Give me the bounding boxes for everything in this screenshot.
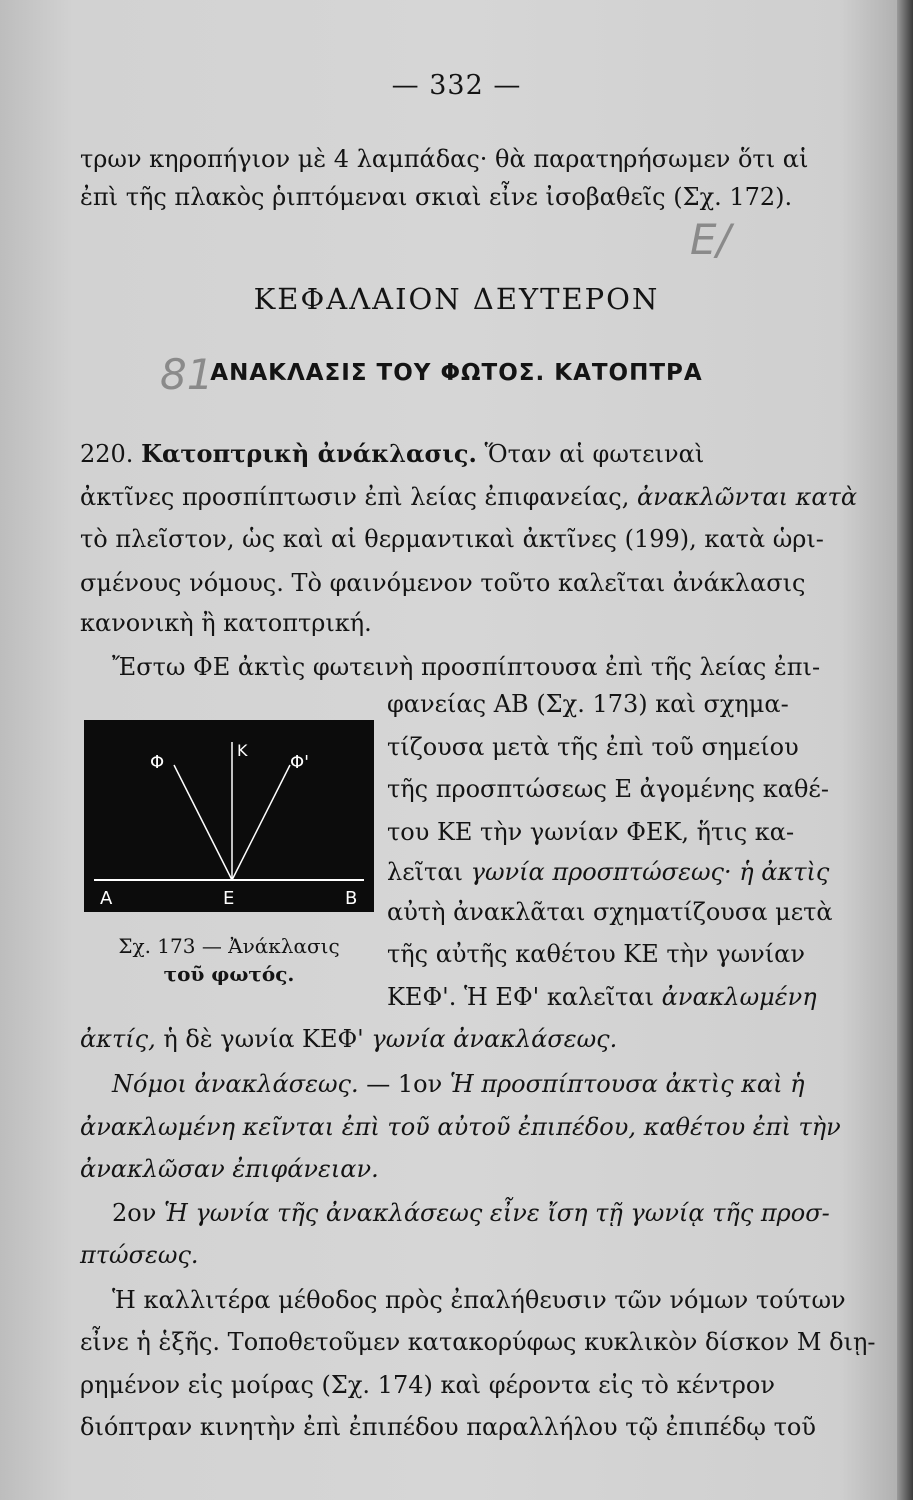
right-line-7: τῆς αὐτῆς καθέτου ΚΕ τὴν γωνίαν <box>387 940 805 968</box>
after-figure-b: ἡ δὲ γωνία ΚΕΦ' <box>163 1025 364 1053</box>
right-line-6: αὐτὴ ἀνακλᾶται σχηματίζουσα μετὰ <box>387 898 833 926</box>
right-line-5a: λεῖται <box>387 858 463 886</box>
para220-line-2a: ἀκτῖνες προσπίπτωσιν ἐπὶ λείας ἐπιφανείας, <box>80 483 630 511</box>
laws-title: Νόμοι ἀνακλάσεως. <box>112 1070 359 1098</box>
para220-line-1 <box>80 437 850 471</box>
label-a: Α <box>100 888 113 909</box>
label-k: Κ <box>237 741 248 760</box>
intro-line-2: ἐπὶ τῆς πλακὸς ῥιπτόμεναι σκιαὶ εἶνε ἰσοβαθεῖς (Σχ. 172). <box>80 183 793 211</box>
law-2-number: 2ον <box>112 1199 157 1227</box>
right-line-3: τῆς προσπτώσεως Ε ἀγομένης καθέ- <box>387 775 829 803</box>
label-phi: Φ <box>150 752 165 773</box>
law-2-text: Ἡ γωνία τῆς ἀνακλάσεως εἶνε ἴση τῇ γωνίᾳ τῆς προσ- <box>163 1199 830 1227</box>
para-number: 220. <box>80 440 134 468</box>
figure-173 <box>84 720 374 912</box>
incident-ray-fe <box>174 765 232 880</box>
law-1-text-a: Ἡ προσπίπτουσα ἀκτὶς καὶ ἡ <box>449 1070 805 1098</box>
right-line-5b: γωνία προσπτώσεως· <box>470 858 732 886</box>
right-line-4: του ΚΕ τὴν γωνίαν ΦΕΚ, ἥτις κα- <box>387 818 795 846</box>
pencil-mark-left: 81 <box>160 350 214 399</box>
right-line-5 <box>387 855 850 889</box>
laws-line-4 <box>112 1196 852 1230</box>
law-1-number: — 1ον <box>366 1070 443 1098</box>
after-figure-line <box>80 1022 850 1056</box>
page-edge-shadow <box>897 0 913 1500</box>
reflected-ray-ef <box>232 765 290 880</box>
reflection-diagram <box>84 720 374 912</box>
page-number: — 332 — <box>391 70 522 101</box>
right-line-5c: ἡ ἀκτὶς <box>739 858 830 886</box>
para220-line-5: κανονικὴ ἢ κατοπτρική. <box>80 609 372 637</box>
para220-line-4: σμένους νόμους. Τὸ φαινόμενον τοῦτο καλεῖται ἀνάκλασις <box>80 569 806 597</box>
section-title: ΑΝΑΚΛΑΣΙΣ ΤΟΥ ΦΩΤΟΣ. ΚΑΤΟΠΤΡΑ <box>210 360 703 386</box>
right-line-8 <box>387 980 850 1014</box>
para220-line-2b: ἀνακλῶνται κατὰ <box>636 483 858 511</box>
caption-line-2: τοῦ φωτός. <box>163 962 295 986</box>
para-esto-line-1: Ἔστω ΦΕ ἀκτὶς φωτεινὴ προσπίπτουσα ἐπὶ τῆς λείας ἐπι- <box>112 653 821 681</box>
final-line-3: ρημένον εἰς μοίρας (Σχ. 174) καὶ φέροντα εἰς τὸ κέντρον <box>80 1371 775 1399</box>
para220-line-2 <box>80 480 858 514</box>
laws-line-3: ἀνακλῶσαν ἐπιφάνειαν. <box>80 1155 379 1183</box>
label-phi-prime: Φ' <box>290 752 310 773</box>
intro-line-1: τρων κηροπήγιον μὲ 4 λαμπάδας· θὰ παρατηρήσωμεν ὅτι αἱ <box>80 145 809 173</box>
right-line-2: τίζουσα μετὰ τῆς ἐπὶ τοῦ σημείου <box>387 733 799 761</box>
label-e: Ε <box>223 888 235 909</box>
right-line-8b: ἀνακλωμένη <box>661 983 817 1011</box>
label-b: Β <box>345 888 358 909</box>
para220-line-3: τὸ πλεῖστον, ὡς καὶ αἱ θερμαντικαὶ ἀκτῖνες (199), κατὰ ὡρι- <box>80 525 824 553</box>
right-line-8a: ΚΕΦ'. Ἡ ΕΦ' καλεῖται <box>387 983 654 1011</box>
chapter-title: ΚΕΦΑΛΑΙΟΝ ΔΕΥΤΕΡΟΝ <box>253 282 660 316</box>
para-first-rest: Ὅταν αἱ φωτειναὶ <box>484 440 705 468</box>
caption-line-1: Σχ. 173 — Ἀνάκλασις <box>118 934 340 958</box>
laws-line-2: ἀνακλωμένη κεῖνται ἐπὶ τοῦ αὐτοῦ ἐπιπέδου, καθέτου ἐπὶ τὴν <box>80 1113 841 1141</box>
laws-line-1 <box>112 1067 852 1101</box>
after-figure-a: ἀκτίς, <box>80 1025 156 1053</box>
para-term: Κατοπτρικὴ ἀνάκλασις. <box>141 439 477 468</box>
after-figure-c: γωνία ἀνακλάσεως. <box>371 1025 618 1053</box>
final-line-2: εἶνε ἡ ἑξῆς. Τοποθετοῦμεν κατακορύφως κυκλικὸν δίσκον Μ διῃ- <box>80 1328 876 1356</box>
figure-caption <box>84 932 374 988</box>
right-line-1: φανείας ΑΒ (Σχ. 173) καὶ σχημα- <box>387 690 789 718</box>
laws-line-5: πτώσεως. <box>80 1241 199 1269</box>
final-line-1: Ἡ καλλιτέρα μέθοδος πρὸς ἐπαλήθευσιν τῶν νόμων τούτων <box>112 1286 846 1314</box>
pencil-mark-top: Ε/ <box>690 215 731 264</box>
final-line-4: διόπτραν κινητὴν ἐπὶ ἐπιπέδου παραλλήλου τῷ ἐπιπέδῳ τοῦ <box>80 1413 816 1441</box>
